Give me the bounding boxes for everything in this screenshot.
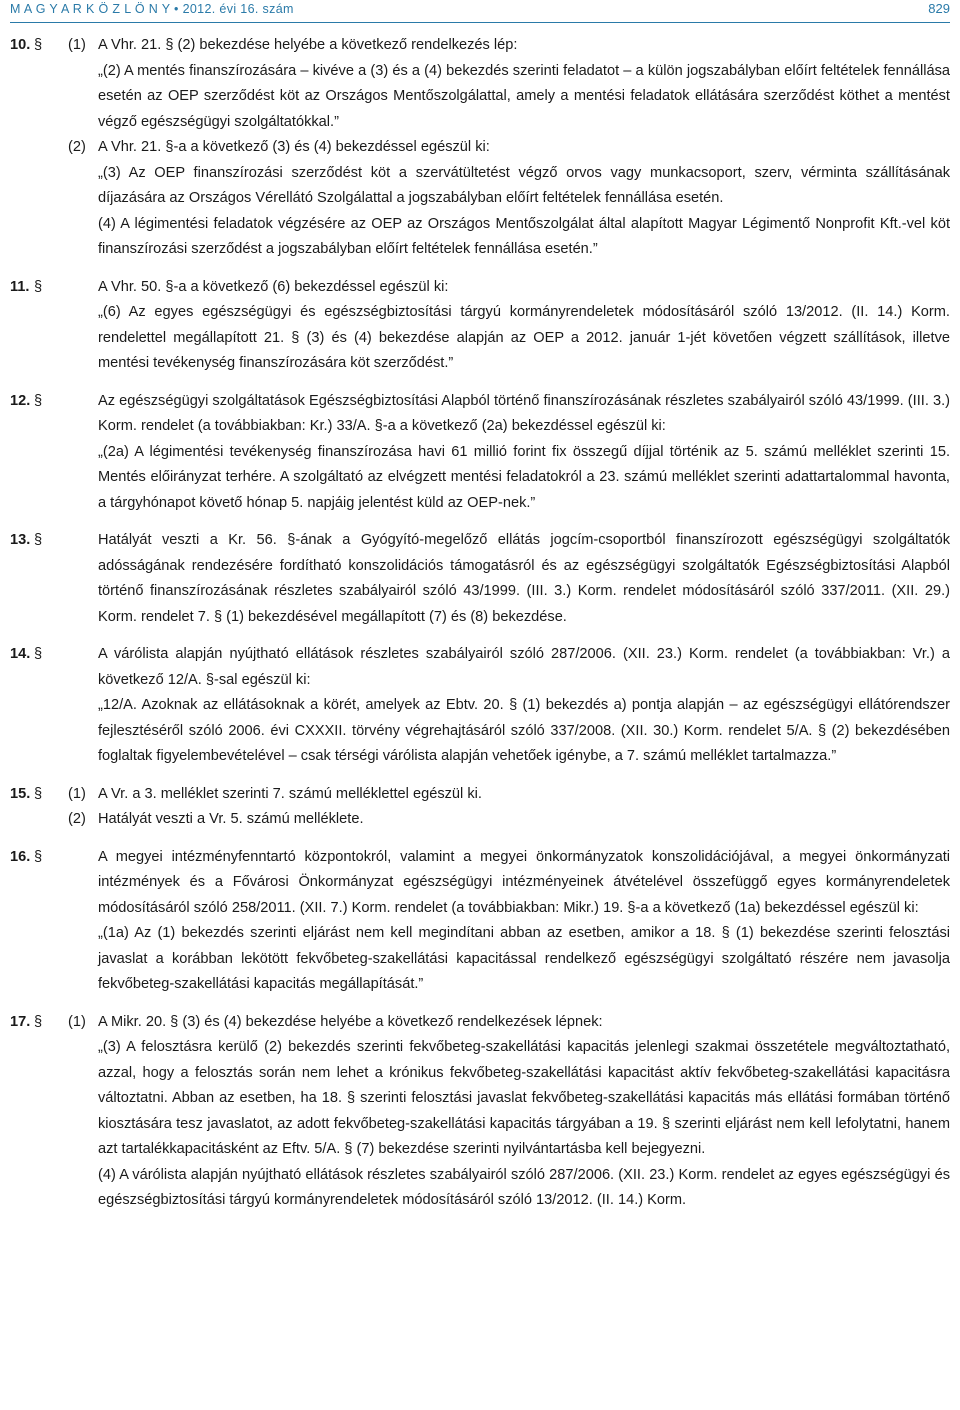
subsection	[98, 528, 950, 630]
section-number: 13.	[10, 532, 31, 548]
publication-title: M A G Y A R K Ö Z L Ö N Y • 2012. évi 16. szám	[10, 2, 294, 16]
paragraph-sign: §	[34, 532, 43, 548]
paragraph-text: (4) A légimentési feladatok végzésére az OEP az Országos Mentőszolgálat által alapított Magyar Légimentő Nonprofit Kft.-vel köt finanszírozási szerződést a jogszabályban előírt feltételek fennállása esetén.”	[98, 215, 950, 257]
subsection-label: (2)	[68, 139, 86, 155]
subsection	[98, 275, 950, 377]
paragraph-sign: §	[34, 37, 43, 53]
subsection	[68, 1010, 950, 1214]
page-number: 829	[928, 1, 950, 16]
paragraph-sign: §	[34, 785, 43, 802]
subsection	[98, 642, 950, 770]
subsection-label: (1)	[68, 785, 86, 802]
section-number: 11.	[10, 278, 30, 295]
paragraph-sign: §	[34, 848, 43, 865]
paragraph-text: Hatályát veszti a Vr. 5. számú melléklete.	[98, 811, 364, 827]
paragraph-text: „(3) Az OEP finanszírozási szerződést köt a szervátültetést végző orvos vagy munkacsoport, szerv, vérminta szállításának díjazására az Országos Vérellátó Szolgálattal a jogszabályban előírt feltételek fennállása esetén.	[98, 164, 950, 206]
paragraph-text: „(2a) A légimentési tevékenység finanszírozása havi 61 millió forint fix összegű díjjal történik az 5. számú melléklet szerinti 15. Mentés előirányzat terhére. A szolgáltató az elvégzett mentési feladatokról a 23. számú melléklet szerinti adattartalommal havonta, a tárgyhónapot követő hónap 5. napjáig jelentést küld az OEP-nek.”	[98, 443, 950, 511]
section	[10, 33, 950, 263]
section	[10, 845, 950, 998]
section-number: 12.	[10, 392, 31, 409]
subsection	[68, 33, 950, 135]
paragraph-text: „(2) A mentés finanszírozására – kivéve a (3) és a (4) bekezdés szerinti feladatot – a külön jogszabályban előírt feltételek fennállása esetén az OEP szerződést köt az Országos Mentőszolgálattal, amely a mentési feladatok ellátására szerződést köthet a mentést végző egészségügyi szolgáltatókkal.”	[98, 62, 950, 130]
paragraph-text: A várólista alapján nyújtható ellátások részletes szabályairól szóló 287/2006. (XII. 23.) Korm. rendelet (a továbbiakban: Vr.) a következő 12/A. §-sal egészül ki:	[98, 646, 950, 688]
page-header	[10, 0, 950, 23]
paragraph-sign: §	[34, 278, 43, 295]
subsection	[98, 845, 950, 998]
paragraph-text: A Vr. a 3. melléklet szerinti 7. számú melléklettel egészül ki.	[98, 785, 482, 802]
subsection-label: (2)	[68, 811, 86, 827]
section	[10, 275, 950, 377]
subsection-label: (1)	[68, 1013, 86, 1030]
section	[10, 1010, 950, 1214]
paragraph-text: „(3) A felosztásra kerülő (2) bekezdés szerinti fekvőbeteg-szakellátási kapacitás jelenlegi szakmai összetétele megváltoztatható, azzal, hogy a felosztás során nem lehet a krónikus fekvőbeteg-szakellátási kapacitást aktív fekvőbeteg-szakellátási kapacitásra változtatni. Abban az esetben, ha 18. § szerinti felosztási javaslat fekvőbeteg-szakellátási kapacitás más ellátási formában történő kiosztására tesz javaslatot, az adott fekvőbeteg-szakellátási kapacitás tárgyában a 19. § szerinti eljárást nem kell lefolytatni, hanem azt tartalékkapacitásként az Eftv. 5/A. § (7) bekezdése szerinti nyilvántartásba kell bejegyezni.	[98, 1039, 950, 1157]
subsection	[98, 389, 950, 517]
section	[10, 782, 950, 833]
paragraph-text: „(6) Az egyes egészségügyi és egészségbiztosítási tárgyú kormányrendeletek módosításáról szóló 13/2012. (II. 14.) Korm. rendelettel megállapított 21. § (3) és (4) bekezdése alapján az OEP a 2012. január 1-jét követően végzett szállítások, illetve mentési tevékenység finanszírozására köt szerződést.”	[98, 304, 950, 371]
paragraph-sign: §	[34, 1013, 43, 1030]
section-number: 14.	[10, 646, 31, 662]
subsection	[68, 135, 950, 263]
paragraph-sign: §	[34, 646, 43, 662]
section	[10, 642, 950, 770]
section	[10, 528, 950, 630]
paragraph-text: (4) A várólista alapján nyújtható ellátások részletes szabályairól szóló 287/2006. (XII. 23.) Korm. rendelet az egyes egészségügyi és egészségbiztosítási tárgyú kormányrendeletek módosításáról szóló 13/2012. (II. 14.) Korm.	[98, 1166, 950, 1208]
paragraph-text: A megyei intézményfenntartó központokról, valamint a megyei önkormányzatok konszolidációjával, a megyei önkormányzati intézmények és a Fővárosi Önkormányzat egészségügyi intézményeinek átvételével összefüggő egyes kormányrendeletek módosításáról szóló 258/2011. (XII. 7.) Korm. rendelet (a továbbiakban: Mikr.) 19. §-a a következő (1a) bekezdéssel egészül ki:	[98, 848, 950, 916]
paragraph-text: „12/A. Azoknak az ellátásoknak a körét, amelyek az Ebtv. 20. § (1) bekezdés a) pontja alapján – az egészségügyi ellátórendszer fejlesztéséről szóló 2006. évi CXXXII. törvény végrehajtásáról szóló 337/2008. (XII. 30.) Korm. rendelet 5/A. § (2) bekezdésében foglaltak figyelembevételével – csak térségi várólista alapján vehetőek igénybe, a 7. számú melléklet tartalmazza.”	[98, 697, 950, 764]
paragraph-text: „(1a) Az (1) bekezdés szerinti eljárást nem kell megindítani abban az esetben, amikor a 18. § (1) bekezdése szerinti felosztási javaslat a korábban lekötött fekvőbeteg-szakellátási kapacitással rendelkező egészségügyi szolgáltató részére nem javasolja fekvőbeteg-szakellátási kapacitás megállapítását.”	[98, 925, 950, 992]
paragraph-text: Hatályát veszti a Kr. 56. §-ának a Gyógyító-megelőző ellátás jogcím-csoportból finanszírozott egészségügyi szolgáltatók adósságának rendezésére fordítható konszolidációs támogatásról és az egészségügyi szolgáltatók Egészségbiztosítási Alapból történő finanszírozásának részletes szabályairól szóló 43/1999. (III. 3.) Korm. rendelet módosításáról szóló 337/2011. (XII. 29.) Korm. rendelet 7. § (1) bekezdésével megállapított (7) és (8) bekezdése.	[98, 532, 950, 625]
section-number: 15.	[10, 785, 31, 802]
section-number: 17.	[10, 1013, 31, 1030]
paragraph-text: A Vhr. 50. §-a a következő (6) bekezdéssel egészül ki:	[98, 278, 449, 295]
document-body	[10, 33, 950, 1214]
section-number: 16.	[10, 848, 31, 865]
paragraph-sign: §	[34, 392, 43, 409]
paragraph-text: Az egészségügyi szolgáltatások Egészségbiztosítási Alapból történő finanszírozásának részletes szabályairól szóló 43/1999. (III. 3.) Korm. rendelet (a továbbiakban: Kr.) 33/A. §-a a következő (2a) bekezdéssel egészül ki:	[98, 392, 950, 434]
section-number: 10.	[10, 37, 31, 53]
paragraph-text: A Vhr. 21. § (2) bekezdése helyébe a következő rendelkezés lép:	[98, 37, 518, 53]
section	[10, 389, 950, 517]
subsection	[68, 807, 950, 833]
paragraph-text: A Mikr. 20. § (3) és (4) bekezdése helyébe a következő rendelkezések lépnek:	[98, 1013, 603, 1030]
subsection	[68, 782, 950, 808]
subsection-label: (1)	[68, 37, 86, 53]
paragraph-text: A Vhr. 21. §-a a következő (3) és (4) bekezdéssel egészül ki:	[98, 139, 490, 155]
